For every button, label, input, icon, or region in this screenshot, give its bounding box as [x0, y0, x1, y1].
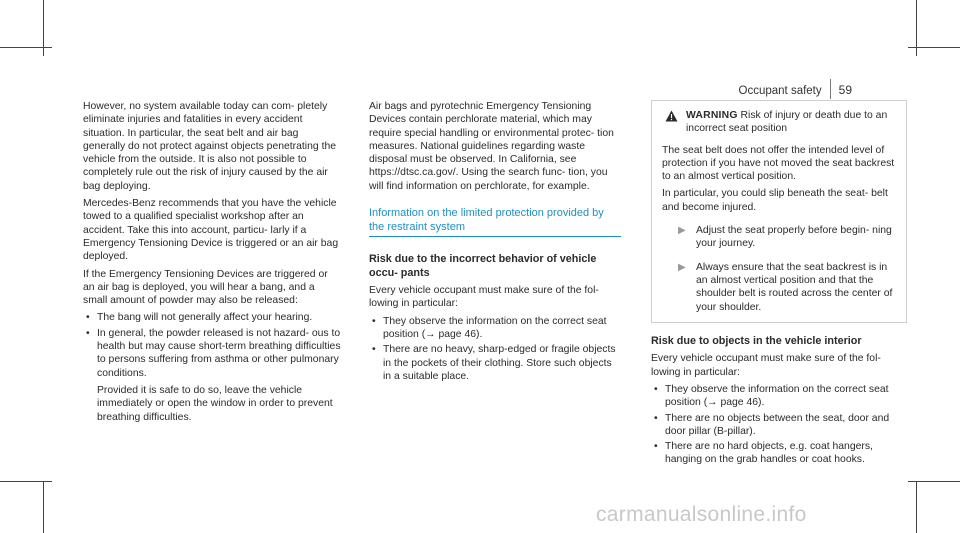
paragraph: Every vehicle occupant must make sure of the fol- lowing in particular: [369, 285, 599, 310]
paragraph: If the Emergency Tensioning Devices are triggered or an air bag is deployed, you will hear a bang, and a small amount of powder may also be released: [83, 268, 328, 307]
paragraph: Mercedes-Benz recommends that you have the vehicle towed to a qualified specialist workshop after an accident. Take this into account, particu- larly if a Emergency Tensioning Device is triggered or an air bag deployed. [83, 198, 339, 263]
crop-mark [916, 0, 917, 56]
paragraph: The seat belt does not offer the intended level of protection if you have not moved the seat backrest to an almost vertical position. [662, 144, 895, 183]
list-item-text: In general, the powder released is not hazard- ous to health but may cause short-term breathing difficulties to persons suffering from asthma or other pulmonary conditions. [97, 327, 341, 379]
list-item: • There are no objects between the seat, door and door pillar (B-pillar). [651, 412, 907, 439]
warning-triangle-icon [662, 109, 680, 136]
step-text: Always ensure that the seat backrest is in an almost vertical position and that the shoulder belt is routed across the center of your shoulder. [696, 261, 893, 313]
watermark: carmanualsonline.info [596, 503, 807, 526]
crop-mark [43, 481, 44, 533]
arrow-right-icon: ▶ [678, 225, 686, 237]
crop-mark [916, 481, 917, 533]
list-item: • They observe the information on the correct seat position (→ page 46). [651, 383, 907, 410]
section-title: Occupant safety [738, 85, 822, 97]
paragraph: In particular, you could slip beneath the seat- belt and become injured. [662, 188, 888, 213]
arrow-right-icon: ▶ [678, 261, 686, 273]
paragraph: However, no system available today can com- pletely eliminate injuries and fatalities in every accident situation. In particular, the seat belt and air bag generally do not protect against objects penetrating the vehicle from the outside. It is also not possible to completely rule out the risk of injury caused by the air bag deploying. [83, 101, 337, 192]
bullet-list [369, 315, 621, 383]
list-item: • They observe the information on the correct seat position (→ page 46). [369, 315, 621, 342]
warning-label: WARNING [686, 110, 738, 121]
warning-title: Risk of injury or death due to an incorrect seat position [686, 110, 888, 135]
crop-mark [43, 0, 44, 56]
page-header [739, 74, 852, 97]
instruction-step [678, 261, 896, 314]
list-item [83, 327, 341, 424]
step-text: Adjust the seat properly before begin- ning your journey. [696, 225, 892, 250]
crop-mark [0, 481, 52, 482]
instruction-step [678, 224, 896, 251]
header-divider [830, 79, 831, 99]
bullet-list [651, 383, 907, 467]
section-heading: Information on the limited protection provided by the restraint system [369, 207, 621, 237]
column-1 [83, 100, 341, 428]
subsection-heading: Risk due to the incorrect behavior of vehicle occu- pants [369, 253, 597, 279]
column-3 [651, 100, 907, 471]
list-item: • There are no heavy, sharp-edged or fragile objects in the pockets of their clothing. Store such objects in a suitable place. [369, 343, 621, 383]
list-item: • The bang will not generally affect your hearing. [83, 311, 341, 324]
subsection-heading: Risk due to objects in the vehicle interior [651, 334, 862, 347]
warning-box [651, 100, 907, 323]
crop-mark [0, 47, 52, 48]
column-2 [369, 100, 621, 387]
warning-header [662, 109, 896, 136]
list-item-note: Provided it is safe to do so, leave the vehicle immediately or open the window in order to prevent breathing difficulties. [97, 384, 333, 423]
paragraph: Every vehicle occupant must make sure of the fol- lowing in particular: [651, 353, 881, 378]
bullet-list [83, 311, 341, 423]
paragraph: Air bags and pyrotechnic Emergency Tensioning Devices contain perchlorate material, which may require special handling or environmental protec- tion measures. National guidelines regarding waste disposal must be observed. In California, see https://dtsc.ca.gov/. Using the search func- tion, you will find information on perchlorate, for example. [369, 101, 614, 192]
page-number: 59 [838, 83, 852, 97]
list-item: • There are no hard objects, e.g. coat hangers, hanging on the grab handles or coat hooks. [651, 440, 907, 467]
